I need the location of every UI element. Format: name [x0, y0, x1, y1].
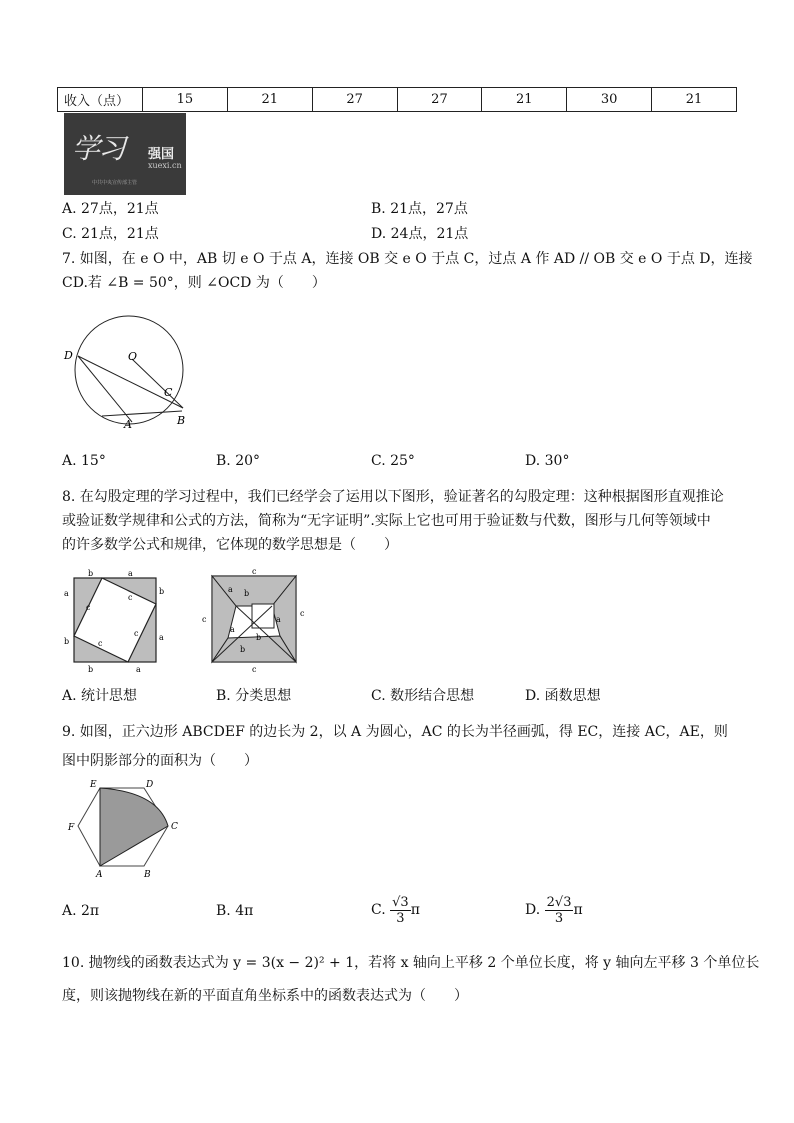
- q6-option-d: D. 24点，21点: [371, 226, 469, 242]
- figure-label: b: [159, 587, 165, 596]
- figure-label: c: [252, 665, 257, 674]
- figure-label: F: [68, 823, 75, 833]
- figure-label: c: [86, 603, 91, 612]
- figure-label: b: [64, 637, 70, 646]
- fraction-denominator: 3: [554, 910, 564, 926]
- q6-option-c: C. 21点，21点: [62, 226, 159, 242]
- figure-label: b: [244, 589, 250, 598]
- figure-label: O: [128, 350, 138, 363]
- figure-label: c: [252, 567, 257, 576]
- figure-label: c: [128, 593, 133, 602]
- table-header-cell: 收入（点）: [58, 88, 143, 112]
- logo-main-text: 学习: [72, 132, 125, 165]
- q8-option-a: A. 统计思想: [62, 688, 138, 704]
- table-cell: 21: [227, 88, 312, 112]
- figure-label: c: [202, 615, 207, 624]
- logo-tagline: 中共中央宣传部主管: [92, 180, 138, 186]
- figure-label: b: [240, 645, 246, 654]
- fraction-denominator: 3: [396, 910, 405, 926]
- logo-url: xuexi.cn: [148, 161, 182, 170]
- q7-option-a: A. 15°: [62, 453, 106, 469]
- q9-hexagon-figure: [62, 778, 188, 880]
- q8-figure-2: [200, 566, 310, 674]
- q7-circle-figure: [60, 312, 200, 432]
- figure-label: b: [88, 569, 94, 578]
- figure-label: C: [164, 386, 173, 399]
- q9-option-b: B. 4π: [216, 903, 254, 919]
- figure-label: a: [136, 665, 141, 674]
- figure-label: c: [134, 629, 139, 638]
- figure-label: a: [159, 633, 164, 642]
- q8-option-c: C. 数形结合思想: [371, 688, 475, 704]
- q9-option-d: [525, 890, 583, 930]
- figure-label: A: [124, 418, 132, 431]
- table-cell: 15: [143, 88, 228, 112]
- logo-side-text: 强国: [148, 147, 175, 162]
- fraction: [390, 895, 411, 926]
- xuexi-logo: [64, 113, 186, 195]
- q8-text-line1: 8. 在勾股定理的学习过程中，我们已经学会了运用以下图形，验证著名的勾股定理：这种根据图形直观推论: [62, 489, 724, 505]
- income-table: [57, 87, 737, 112]
- q8-text-line3: 的许多数学公式和规律，它体现的数学思想是（ ）: [62, 537, 398, 553]
- q8-option-b: B. 分类思想: [216, 688, 292, 704]
- figure-label: D: [64, 349, 73, 362]
- table-cell: 30: [567, 88, 652, 112]
- q7-option-b: B. 20°: [216, 453, 261, 469]
- q8-option-d: D. 函数思想: [525, 688, 601, 704]
- figure-label: E: [90, 780, 97, 790]
- figure-label: b: [256, 633, 262, 642]
- q9-option-c: [371, 890, 420, 930]
- q7-option-c: C. 25°: [371, 453, 415, 469]
- q7-text-line2: CD.若 ∠B = 50°，则 ∠OCD 为（ ）: [62, 275, 326, 291]
- pi-symbol: π: [573, 902, 583, 918]
- table-cell: 27: [312, 88, 397, 112]
- table-cell: 21: [652, 88, 737, 112]
- figure-label: c: [300, 609, 305, 618]
- table-cell: 21: [482, 88, 567, 112]
- option-label: D.: [525, 902, 541, 918]
- option-label: C.: [371, 902, 386, 918]
- q6-option-a: A. 27点，21点: [62, 201, 159, 217]
- figure-label: a: [228, 585, 233, 594]
- figure-label: a: [128, 569, 133, 578]
- table-cell: 27: [397, 88, 482, 112]
- q7-text-line1: 7. 如图，在 e O 中，AB 切 e O 于点 A，连接 OB 交 e O 于点 C，过点 A 作 AD // OB 交 e O 于点 D，连接: [62, 251, 753, 267]
- q8-text-line2: 或验证数学规律和公式的方法，简称为“无字证明”.实际上它也可用于验证数与代数，图形与几何等领域中: [62, 513, 711, 529]
- q10-text-line2: 度，则该抛物线在新的平面直角坐标系中的函数表达式为（ ）: [62, 988, 468, 1004]
- figure-label: a: [230, 625, 235, 634]
- figure-label: B: [177, 414, 186, 427]
- q9-option-a: A. 2π: [62, 903, 100, 919]
- table-row: [58, 88, 737, 112]
- q9-text-line1: 9. 如图，正六边形 ABCDEF 的边长为 2，以 A 为圆心，AC 的长为半径画弧，得 EC，连接 AC，AE，则: [62, 724, 728, 740]
- q6-option-b: B. 21点，27点: [371, 201, 468, 217]
- fraction-numerator: 2√3: [546, 894, 572, 910]
- fraction: [545, 895, 574, 926]
- q8-figure-1: [62, 566, 166, 674]
- figure-label: A: [96, 870, 103, 880]
- pi-symbol: π: [410, 902, 420, 918]
- figure-label: a: [64, 589, 69, 598]
- figure-label: c: [98, 639, 103, 648]
- figure-label: B: [144, 870, 151, 880]
- q7-option-d: D. 30°: [525, 453, 570, 469]
- figure-label: a: [276, 615, 281, 624]
- figure-label: D: [146, 780, 154, 790]
- q10-text-line1: 10. 抛物线的函数表达式为 y = 3(x − 2)² + 1，若将 x 轴向上平移 2 个单位长度，将 y 轴向左平移 3 个单位长: [62, 955, 760, 971]
- figure-label: C: [171, 822, 178, 832]
- fraction-numerator: √3: [392, 894, 409, 910]
- figure-label: b: [88, 665, 94, 674]
- q9-text-line2: 图中阴影部分的面积为（ ）: [62, 753, 258, 769]
